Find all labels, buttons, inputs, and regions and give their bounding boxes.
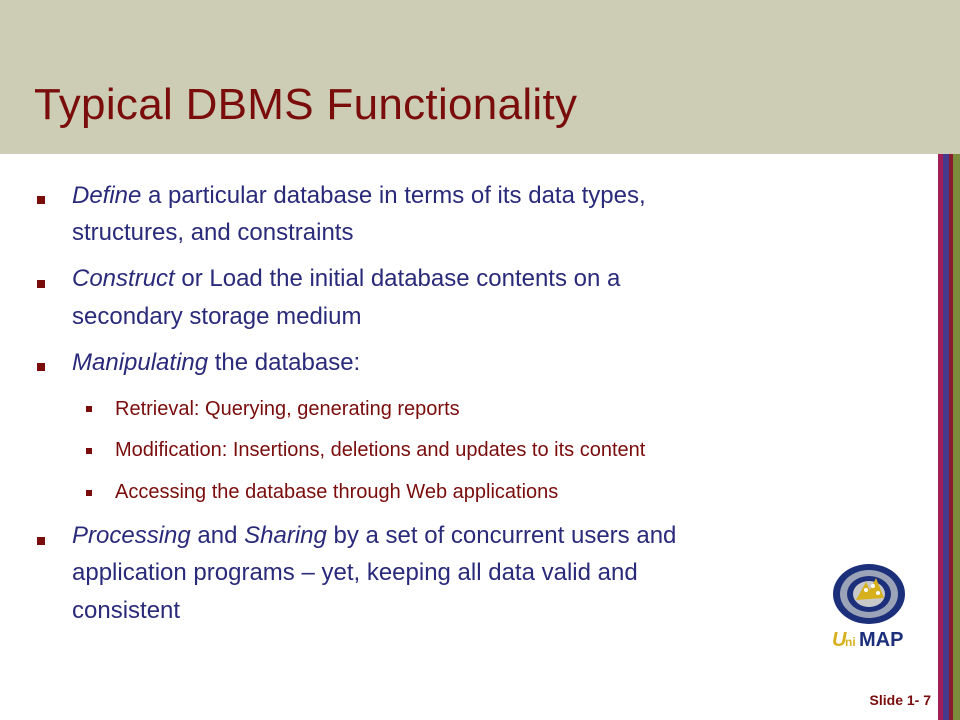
title-bar [0,0,960,154]
unimap-logo [826,560,912,652]
sub-bullet-modification: Modification: Insertions, deletions and updates to its content [115,439,646,461]
bullet-marker [37,280,45,288]
decorative-side-stripes [938,154,960,720]
bullet-define-continued: structures, and constraints [72,219,354,246]
sub-bullet-accessing: Accessing the database through Web applications [115,481,559,503]
bullet-construct: Construct or Load the initial database contents on a [72,265,621,292]
bullet-marker [37,196,45,204]
bullet-marker [37,363,45,371]
sub-bullet-marker [86,490,92,496]
logo-letter-u: U [832,629,847,651]
bullet-processing-continued: application programs – yet, keeping all data valid and [72,559,638,586]
slide-number: Slide 1- 7 [869,692,931,708]
bullet-marker [37,537,45,545]
bullet-construct-continued: secondary storage medium [72,303,362,330]
bullet-processing-continued: consistent [72,597,181,624]
logo-letters-ni: ni [845,635,856,649]
bullet-define: Define a particular database in terms of its data types, [72,182,646,209]
logo-letters-map: MAP [859,629,904,651]
sub-bullet-marker [86,448,92,454]
bullet-manipulating: Manipulating the database: [72,349,361,376]
sub-bullet-retrieval: Retrieval: Querying, generating reports [115,398,460,420]
slide-title: Typical DBMS Functionality [34,80,578,129]
sub-bullet-marker [86,406,92,412]
bullet-processing: Processing and Sharing by a set of concurrent users and [72,522,677,549]
